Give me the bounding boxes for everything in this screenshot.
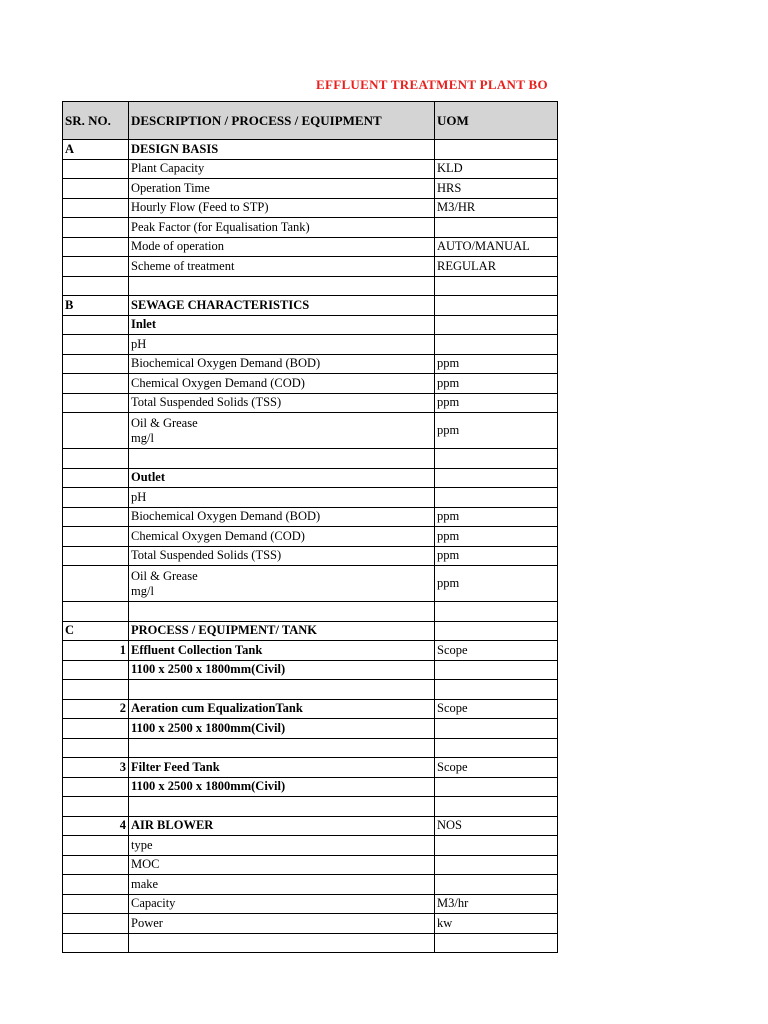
cell-description: Inlet (129, 315, 435, 335)
description-line: Oil & Grease (131, 415, 198, 430)
cell-uom (435, 855, 558, 875)
cell-description: Peak Factor (for Equalisation Tank) (129, 218, 435, 238)
cell-sr-no (63, 335, 129, 355)
table-row (63, 680, 558, 700)
cell-uom (435, 836, 558, 856)
cell-uom (435, 602, 558, 622)
cell-description: PROCESS / EQUIPMENT/ TANK (129, 621, 435, 641)
table-row (63, 218, 558, 238)
cell-uom (435, 933, 558, 953)
cell-description: make (129, 875, 435, 895)
cell-description: 1100 x 2500 x 1800mm(Civil) (129, 660, 435, 680)
cell-uom: ppm (435, 566, 558, 602)
cell-uom: KLD (435, 159, 558, 179)
table-row (63, 777, 558, 797)
table-row (63, 315, 558, 335)
cell-sr-no (63, 836, 129, 856)
cell-sr-no: 2 (63, 699, 129, 719)
cell-sr-no: 4 (63, 816, 129, 836)
cell-sr-no (63, 566, 129, 602)
cell-sr-no (63, 218, 129, 238)
description-line: Oil & Grease (131, 568, 198, 583)
cell-sr-no (63, 797, 129, 817)
table-row (63, 621, 558, 641)
cell-uom (435, 875, 558, 895)
table-row (63, 257, 558, 277)
table-row (63, 393, 558, 413)
table-row (63, 179, 558, 199)
cell-uom (435, 468, 558, 488)
cell-sr-no (63, 546, 129, 566)
cell-uom (435, 276, 558, 296)
table-row (63, 507, 558, 527)
table-row (63, 374, 558, 394)
table-row (63, 140, 558, 160)
cell-description (129, 449, 435, 469)
cell-uom: AUTO/MANUAL (435, 237, 558, 257)
cell-sr-no (63, 602, 129, 622)
cell-description: Capacity (129, 894, 435, 914)
cell-description: type (129, 836, 435, 856)
cell-description: Chemical Oxygen Demand (COD) (129, 374, 435, 394)
cell-description: SEWAGE CHARACTERISTICS (129, 296, 435, 316)
cell-uom: HRS (435, 179, 558, 199)
cell-sr-no (63, 257, 129, 277)
cell-sr-no (63, 488, 129, 508)
table-row (63, 449, 558, 469)
table-row (63, 797, 558, 817)
cell-description: Chemical Oxygen Demand (COD) (129, 527, 435, 547)
cell-uom: ppm (435, 546, 558, 566)
table-row (63, 719, 558, 739)
cell-uom (435, 621, 558, 641)
cell-sr-no (63, 276, 129, 296)
cell-description: Aeration cum EqualizationTank (129, 699, 435, 719)
table-row (63, 159, 558, 179)
cell-uom: Scope (435, 758, 558, 778)
table-row (63, 527, 558, 547)
cell-description: DESIGN BASIS (129, 140, 435, 160)
table-header-row (63, 102, 558, 140)
cell-uom: ppm (435, 354, 558, 374)
table-row (63, 468, 558, 488)
cell-description: Total Suspended Solids (TSS) (129, 546, 435, 566)
cell-uom (435, 777, 558, 797)
cell-sr-no (63, 894, 129, 914)
cell-sr-no (63, 507, 129, 527)
cell-sr-no (63, 855, 129, 875)
cell-uom: ppm (435, 507, 558, 527)
table-row (63, 836, 558, 856)
cell-sr-no (63, 449, 129, 469)
cell-description: Power (129, 914, 435, 934)
cell-sr-no (63, 413, 129, 449)
table-row (63, 875, 558, 895)
table-row (63, 660, 558, 680)
cell-uom (435, 296, 558, 316)
cell-uom (435, 315, 558, 335)
cell-sr-no (63, 719, 129, 739)
table-row (63, 413, 558, 449)
table-row (63, 546, 558, 566)
cell-sr-no (63, 198, 129, 218)
cell-uom: NOS (435, 816, 558, 836)
header-sr-no: SR. NO. (63, 102, 129, 140)
cell-uom (435, 488, 558, 508)
cell-description: Outlet (129, 468, 435, 488)
cell-description: Hourly Flow (Feed to STP) (129, 198, 435, 218)
table-row (63, 914, 558, 934)
cell-sr-no: B (63, 296, 129, 316)
cell-description (129, 738, 435, 758)
cell-sr-no: 1 (63, 641, 129, 661)
table-row (63, 602, 558, 622)
cell-sr-no (63, 777, 129, 797)
cell-description: Biochemical Oxygen Demand (BOD) (129, 354, 435, 374)
cell-sr-no: 3 (63, 758, 129, 778)
table-row (63, 855, 558, 875)
table-row (63, 335, 558, 355)
description-unit-line: mg/l (131, 583, 154, 598)
cell-description: Plant Capacity (129, 159, 435, 179)
cell-uom (435, 660, 558, 680)
cell-sr-no (63, 738, 129, 758)
table-row (63, 758, 558, 778)
cell-description: Biochemical Oxygen Demand (BOD) (129, 507, 435, 527)
cell-sr-no (63, 914, 129, 934)
cell-sr-no (63, 393, 129, 413)
cell-sr-no (63, 875, 129, 895)
table-row (63, 641, 558, 661)
cell-uom: ppm (435, 393, 558, 413)
header-uom: UOM (435, 102, 558, 140)
cell-uom (435, 218, 558, 238)
cell-description (129, 933, 435, 953)
cell-uom (435, 680, 558, 700)
cell-sr-no: A (63, 140, 129, 160)
header-description: DESCRIPTION / PROCESS / EQUIPMENT (129, 102, 435, 140)
cell-sr-no (63, 179, 129, 199)
cell-description: Effluent Collection Tank (129, 641, 435, 661)
cell-description: Mode of operation (129, 237, 435, 257)
cell-description (129, 797, 435, 817)
cell-description (129, 276, 435, 296)
cell-sr-no (63, 933, 129, 953)
cell-description (129, 680, 435, 700)
cell-sr-no (63, 354, 129, 374)
cell-sr-no (63, 660, 129, 680)
cell-description: Total Suspended Solids (TSS) (129, 393, 435, 413)
cell-description: MOC (129, 855, 435, 875)
cell-description: Scheme of treatment (129, 257, 435, 277)
cell-sr-no (63, 237, 129, 257)
table-row (63, 816, 558, 836)
cell-sr-no (63, 374, 129, 394)
table-row (63, 699, 558, 719)
cell-sr-no (63, 315, 129, 335)
cell-uom: ppm (435, 374, 558, 394)
cell-uom (435, 719, 558, 739)
document-title: EFFLUENT TREATMENT PLANT BO (316, 77, 548, 92)
cell-description: pH (129, 335, 435, 355)
cell-uom: M3/HR (435, 198, 558, 218)
table-row (63, 738, 558, 758)
cell-uom: REGULAR (435, 257, 558, 277)
cell-description: 1100 x 2500 x 1800mm(Civil) (129, 719, 435, 739)
bom-table (62, 101, 558, 953)
cell-sr-no (63, 159, 129, 179)
cell-uom: M3/hr (435, 894, 558, 914)
cell-uom: kw (435, 914, 558, 934)
cell-description: Filter Feed Tank (129, 758, 435, 778)
cell-description: pH (129, 488, 435, 508)
cell-description (129, 602, 435, 622)
cell-description: 1100 x 2500 x 1800mm(Civil) (129, 777, 435, 797)
table-row (63, 198, 558, 218)
cell-sr-no (63, 527, 129, 547)
cell-description: AIR BLOWER (129, 816, 435, 836)
table-row (63, 237, 558, 257)
table-row (63, 933, 558, 953)
cell-uom (435, 738, 558, 758)
cell-sr-no (63, 468, 129, 488)
cell-description (129, 566, 435, 602)
cell-uom (435, 335, 558, 355)
table-row (63, 894, 558, 914)
cell-sr-no: C (63, 621, 129, 641)
cell-uom (435, 140, 558, 160)
cell-description (129, 413, 435, 449)
table-row (63, 488, 558, 508)
table-row (63, 296, 558, 316)
cell-uom (435, 797, 558, 817)
cell-uom: ppm (435, 413, 558, 449)
description-unit-line: mg/l (131, 430, 154, 445)
cell-sr-no (63, 680, 129, 700)
table-row (63, 566, 558, 602)
cell-uom: Scope (435, 641, 558, 661)
cell-uom: Scope (435, 699, 558, 719)
table-row (63, 276, 558, 296)
table-row (63, 354, 558, 374)
cell-uom: ppm (435, 527, 558, 547)
cell-uom (435, 449, 558, 469)
cell-description: Operation Time (129, 179, 435, 199)
